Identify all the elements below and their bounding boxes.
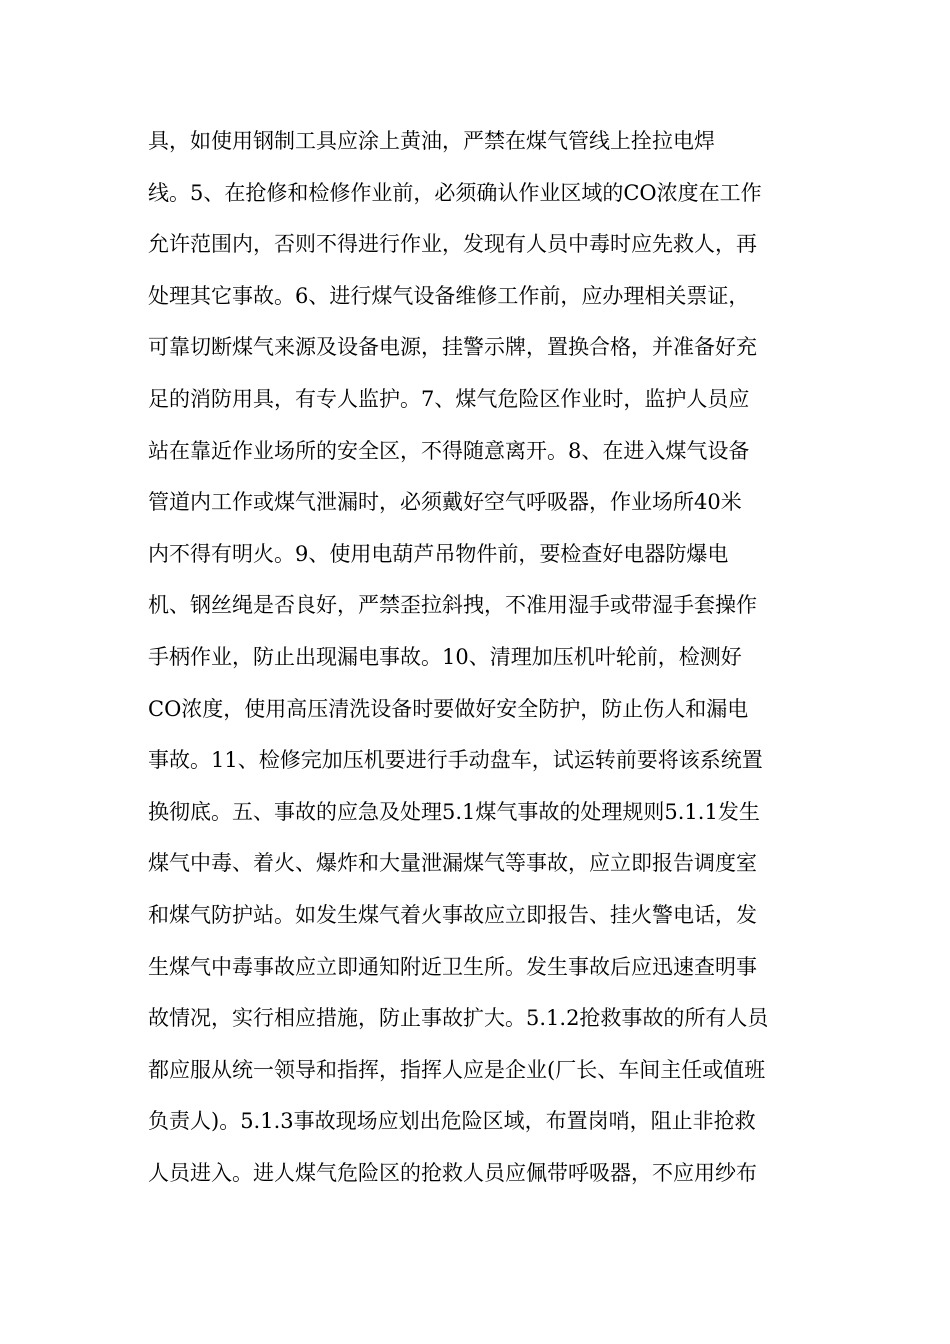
- text-line: CO浓度，使用高压清洗设备时要做好安全防护，防止伤人和漏电: [148, 696, 749, 721]
- text-line: 人员进入。进人煤气危险区的抢救人员应佩带呼吸器，不应用纱布: [148, 1160, 757, 1185]
- text-line: 煤气中毒、着火、爆炸和大量泄漏煤气等事故，应立即报告调度室: [148, 851, 757, 876]
- text-line: 事故。11、检修完加压机要进行手动盘车，试运转前要将该系统置: [148, 748, 763, 773]
- text-line: 足的消防用具，有专人监护。7、煤气危险区作业时，监护人员应: [148, 386, 750, 411]
- text-line: 内不得有明火。9、使用电葫芦吊物件前，要检查好电器防爆电: [148, 541, 729, 566]
- text-line: 可靠切断煤气来源及设备电源，挂警示牌，置换合格，并准备好充: [148, 335, 757, 360]
- text-line: 负责人)。5.1.3事故现场应划出危险区域，布置岗哨，阻止非抢救: [148, 1109, 756, 1134]
- text-line: 处理其它事故。6、进行煤气设备维修工作前，应办理相关票证，: [148, 283, 750, 308]
- text-line: 换彻底。五、事故的应急及处理5.1煤气事故的处理规则5.1.1发生: [148, 799, 760, 824]
- text-line: 管道内工作或煤气泄漏时，必须戴好空气呼吸器，作业场所40米: [148, 490, 742, 515]
- text-line: 都应服从统一领导和指挥，指挥人应是企业(厂长、车间主任或值班: [148, 1057, 766, 1082]
- text-line: 机、钢丝绳是否良好，严禁歪拉斜拽，不准用湿手或带湿手套操作: [148, 593, 757, 618]
- text-line: 允许范围内，否则不得进行作业，发现有人员中毒时应先救人，再: [148, 232, 757, 257]
- text-line: 具，如使用钢制工具应涂上黄油，严禁在煤气管线上拴拉电焊: [148, 129, 715, 153]
- text-line: 站在靠近作业场所的安全区，不得随意离开。8、在进入煤气设备: [148, 438, 750, 463]
- text-line: 线。5、在抢修和检修作业前，必须确认作业区域的CO浓度在工作: [148, 180, 762, 205]
- text-line: 手柄作业，防止出现漏电事故。10、清理加压机叶轮前，检测好: [148, 644, 742, 669]
- text-line: 和煤气防护站。如发生煤气着火事故应立即报告、挂火警电话，发: [148, 902, 757, 927]
- text-line: 生煤气中毒事故应立即通知附近卫生所。发生事故后应迅速查明事: [148, 954, 757, 979]
- text-line: 故情况，实行相应措施，防止事故扩大。5.1.2抢救事故的所有人员: [148, 1006, 769, 1031]
- body-text: [148, 116, 828, 1199]
